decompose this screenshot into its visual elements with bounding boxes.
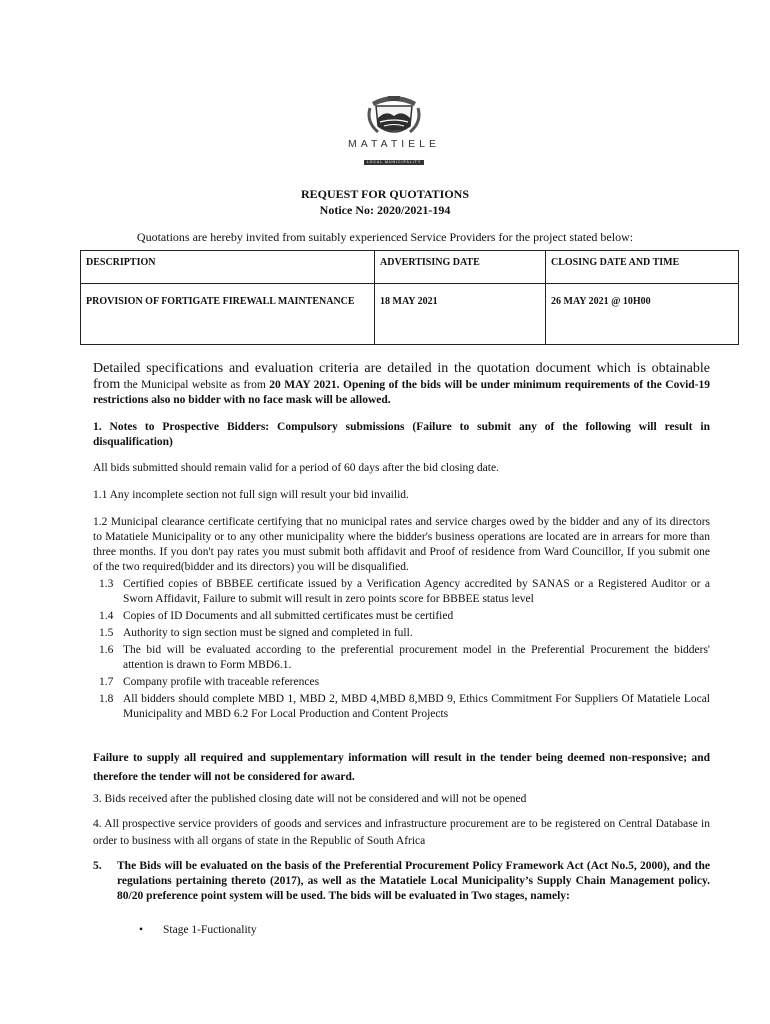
header-closing-date: CLOSING DATE AND TIME [546, 251, 739, 284]
item-5: 5. The Bids will be evaluated on the basis of the Preferential Procurement Policy Framework Act (Act No.5, 2000), and the regulations pertaining thereto (2017), as well as the Matatiele Local Municipality’s Supply Chain Management policy. 80/20 preference point system will be used. The bids will be evaluated in Two stages, namely: [93, 860, 710, 902]
list-item: 1.5 Authority to sign section must be signed and completed in full. [99, 627, 413, 639]
municipality-logo [339, 92, 449, 162]
item-1-2: 1.2 Municipal clearance certificate certifying that no municipal rates and service charges owed by the bidder and any of its directors to Matatiele Municipality or to any other municipality where the bidder's business operations are located are in arrears for more than three months. If you don't pay rates you must submit both affidavit and Proof of residence from Ward Councillor, If you submit one of the two required(bidder and its directors) you will be disqualified. [93, 516, 710, 573]
item-3: 3. Bids received after the published closing date will not be considered and will not be opened [93, 793, 527, 805]
specifications-paragraph [93, 361, 710, 408]
table-row [81, 284, 739, 345]
notes-heading: 1. Notes to Prospective Bidders: Compulsory submissions (Failure to submit any of the following will result in disqualification) [93, 421, 710, 448]
bullet-icon: • [139, 924, 144, 936]
spec-line-a: Detailed specifications and evaluation criteria are detailed in the quotation document which is obtainable from [93, 361, 710, 392]
header-description: DESCRIPTION [81, 251, 375, 284]
requirements-list [93, 577, 710, 722]
bullet-stage-1: • Stage 1-Fuctionality [139, 924, 257, 936]
intro-text: Quotations are hereby invited from suitably experienced Service Providers for the project stated below: [136, 230, 634, 244]
rfq-table [80, 250, 739, 345]
spec-line-c: 20 MAY 2021. Opening of the bids will be under minimum requirements of the Covid-19 restrictions also no bidder with no face mask will be allowed. [93, 379, 710, 406]
list-item: 1.3 Certified copies of BBBEE certificate issued by a Verification Agency accredited by SANAS or a Registered Auditor or a Sworn Affidavit, Failure to submit will result in zero points score for BBBEE status level [99, 578, 710, 605]
cell-closing-date: 26 MAY 2021 @ 10H00 [546, 284, 739, 345]
validity-text: All bids submitted should remain valid for a period of 60 days after the bid closing date. [93, 462, 499, 474]
header-advertising-date: ADVERTISING DATE [375, 251, 546, 284]
notice-number: Notice No: 2020/2021-194 [319, 203, 451, 217]
cell-advertising-date: 18 MAY 2021 [375, 284, 546, 345]
item-1-1: 1.1 Any incomplete section not full sign will result your bid invailid. [93, 489, 409, 501]
title-block [0, 186, 770, 218]
item-4: 4. All prospective service providers of goods and services and infrastructure procurement are to be registered on Central Database in order to business with all organs of state in the Republic of South Africa [93, 818, 710, 847]
table-header-row [81, 251, 739, 284]
cell-description: PROVISION OF FORTIGATE FIREWALL MAINTENANCE [81, 284, 375, 345]
list-item: 1.7 Company profile with traceable references [99, 676, 320, 688]
list-item: 1.6 The bid will be evaluated according to the preferential procurement model in the Preferential Procurement the bidders' attention is drawn to Form MBD6.1. [99, 644, 710, 671]
logo-subtitle: LOCAL MUNICIPALITY [364, 160, 425, 165]
spec-line-b: the Municipal website as from [123, 379, 270, 391]
page-title: REQUEST FOR QUOTATIONS [300, 187, 470, 201]
list-item: 1.4 Copies of ID Documents and all submitted certificates must be certified [99, 610, 454, 622]
failure-warning: Failure to supply all required and supplementary information will result in the tender being deemed non-responsive; and therefore the tender will not be considered for award. [93, 752, 710, 783]
coat-of-arms-icon [364, 92, 424, 138]
logo-wordmark: MATATIELE [347, 138, 440, 150]
document-body [93, 361, 710, 938]
list-item: 1.8 All bidders should complete MBD 1, MBD 2, MBD 4,MBD 8,MBD 9, Ethics Commitment For Suppliers Of Matatiele Local Municipality and MBD 6.2 For Local Production and Content Projects [99, 693, 710, 720]
